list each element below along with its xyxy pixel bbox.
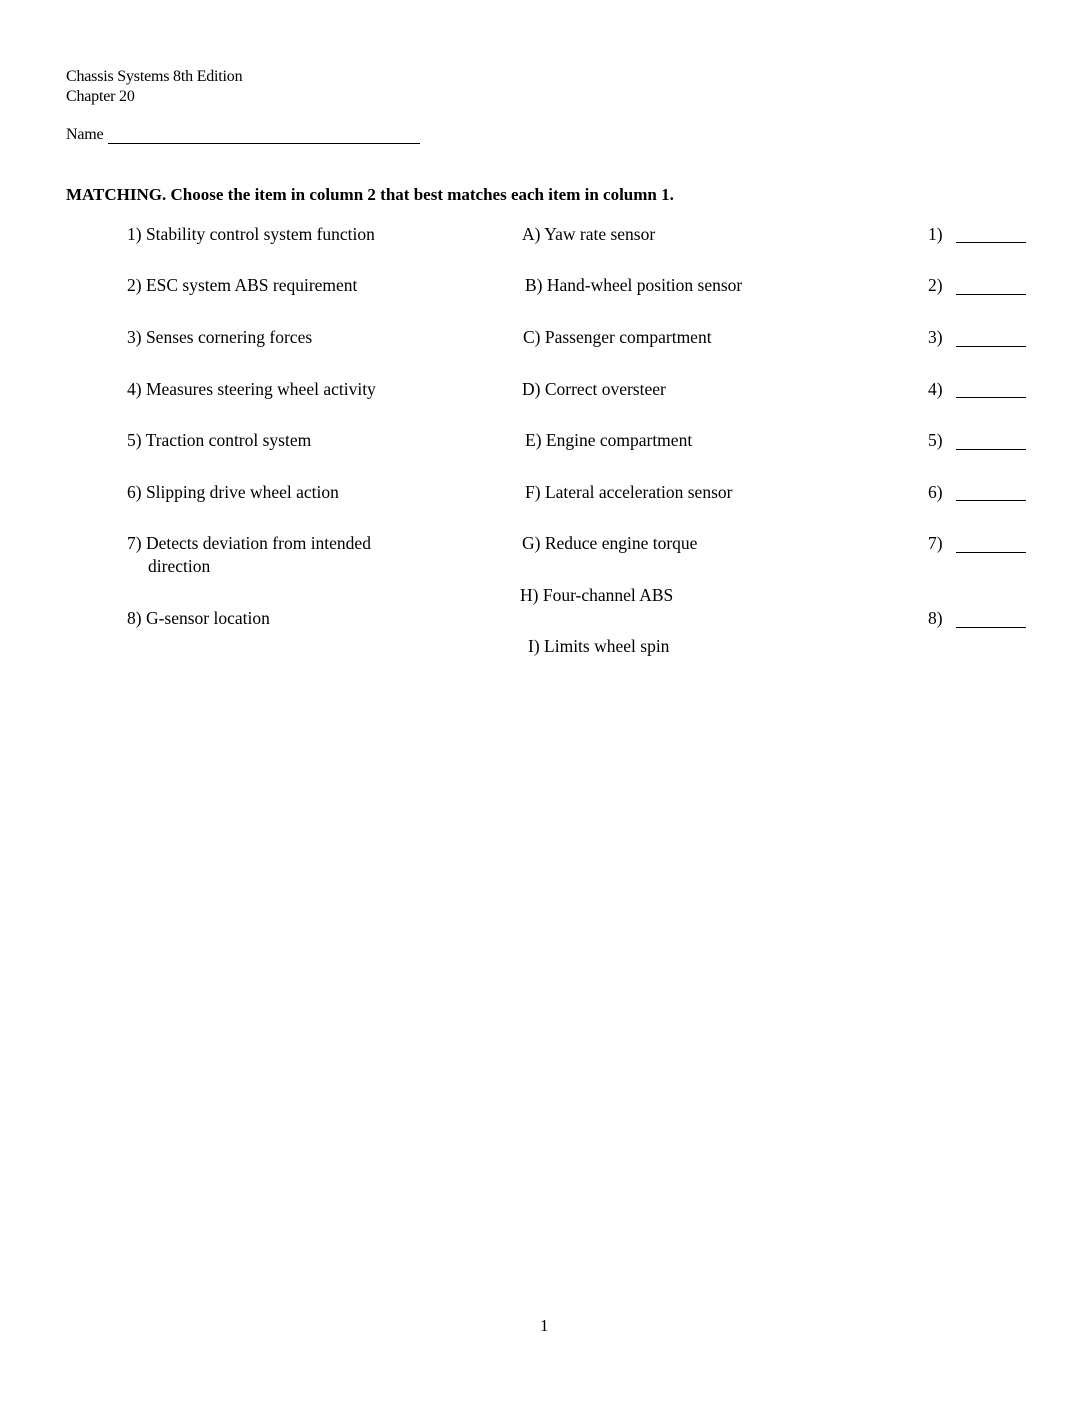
column1-item	[127, 429, 311, 452]
item-number: 1)	[127, 224, 142, 244]
name-label: Name	[66, 126, 104, 143]
answer-number: 4)	[928, 379, 943, 399]
answer-blank[interactable]	[956, 242, 1026, 243]
chapter-label: Chapter 20	[66, 88, 135, 105]
answer-number: 1)	[928, 224, 943, 244]
item-number: 2)	[127, 275, 142, 295]
item-text: Four-channel ABS	[542, 585, 674, 605]
item-letter: F)	[525, 482, 541, 502]
column1-item	[127, 607, 270, 630]
answer-blank[interactable]	[956, 294, 1026, 295]
column2-item	[520, 584, 673, 607]
item-text: G-sensor location	[145, 608, 270, 628]
answer-number: 5)	[928, 430, 943, 450]
column1-item	[127, 223, 375, 246]
item-letter: A)	[522, 224, 541, 244]
column1-item	[127, 274, 357, 297]
item-text: Senses cornering forces	[145, 327, 313, 347]
item-letter: I)	[528, 636, 540, 656]
item-letter: G)	[522, 533, 541, 553]
column1-item	[127, 378, 376, 401]
item-text: Passenger compartment	[544, 327, 712, 347]
item-number: 5)	[127, 430, 142, 450]
item-number: 7)	[127, 533, 142, 553]
answer-blank[interactable]	[956, 397, 1026, 398]
name-field-line[interactable]	[108, 143, 420, 144]
item-letter: C)	[523, 327, 541, 347]
item-text: Reduce engine torque	[544, 533, 698, 553]
item-text: Limits wheel spin	[544, 636, 670, 656]
column2-item	[522, 378, 666, 401]
answer-number: 3)	[928, 327, 943, 347]
column2-item	[528, 635, 669, 658]
item-number: 4)	[127, 379, 142, 399]
column2-item	[525, 481, 732, 504]
item-text: Hand-wheel position sensor	[546, 275, 743, 295]
answer-number: 6)	[928, 482, 943, 502]
item-text: ESC system ABS requirement	[145, 275, 358, 295]
column1-item	[127, 532, 371, 555]
item-number: 8)	[127, 608, 142, 628]
column1-item	[127, 326, 312, 349]
answer-blank[interactable]	[956, 500, 1026, 501]
section-title: MATCHING. Choose the item in column 2 that best matches each item in column 1.	[66, 185, 674, 204]
column2-item	[522, 223, 655, 246]
item-letter: B)	[525, 275, 543, 295]
answer-blank[interactable]	[956, 627, 1026, 628]
item-text: Yaw rate sensor	[544, 224, 656, 244]
item-number: 3)	[127, 327, 142, 347]
answer-number: 2)	[928, 275, 943, 295]
book-title: Chassis Systems 8th Edition	[66, 68, 243, 85]
item-text-continuation: direction	[148, 556, 211, 576]
item-letter: D)	[522, 379, 541, 399]
answer-blank[interactable]	[956, 552, 1026, 553]
column2-item	[523, 326, 712, 349]
page-number: 1	[540, 1316, 549, 1335]
answer-blank[interactable]	[956, 449, 1026, 450]
item-letter: H)	[520, 585, 539, 605]
item-text: Lateral acceleration sensor	[544, 482, 733, 502]
item-text: Traction control system	[145, 430, 312, 450]
item-text: Detects deviation from intended	[145, 533, 371, 553]
item-text: Correct oversteer	[544, 379, 666, 399]
column2-item	[525, 429, 692, 452]
column1-item	[127, 481, 339, 504]
item-text: Slipping drive wheel action	[145, 482, 339, 502]
answer-number: 7)	[928, 533, 943, 553]
item-text: Measures steering wheel activity	[145, 379, 376, 399]
answer-blank[interactable]	[956, 346, 1026, 347]
item-number: 6)	[127, 482, 142, 502]
item-text: Stability control system function	[145, 224, 375, 244]
item-letter: E)	[525, 430, 542, 450]
item-text: Engine compartment	[545, 430, 693, 450]
column2-item	[525, 274, 742, 297]
answer-number: 8)	[928, 608, 943, 628]
column2-item	[522, 532, 697, 555]
